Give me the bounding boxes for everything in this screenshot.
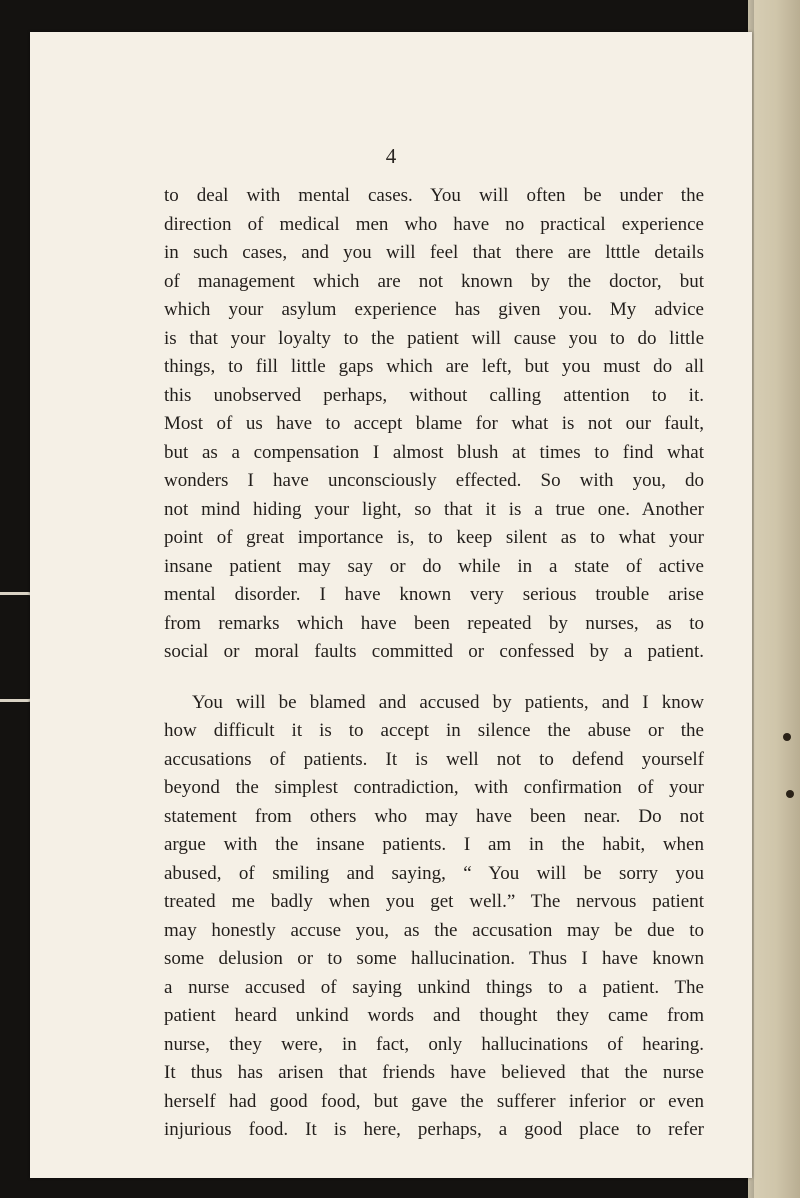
- text-line: which your asylum experience has given you. My advice: [164, 299, 704, 320]
- text-line: how difficult it is to accept in silence the abuse or the: [164, 720, 704, 741]
- text-line: beyond the simplest contradiction, with confirmation of your: [164, 777, 704, 798]
- paragraph-2: [164, 689, 704, 1145]
- text-line: of management which are not known by the doctor, but: [164, 270, 704, 292]
- text-line: social or moral faults committed or confessed by a patient.: [164, 641, 704, 662]
- text-line: things, to fill little gaps which are left, but you must do all: [164, 356, 704, 377]
- text-line: in such cases, and you will feel that there are ltttle details: [164, 242, 704, 263]
- adjacent-page-edge: [748, 0, 800, 1198]
- document-page: [30, 32, 752, 1178]
- text-line: treated me badly when you get well.” The nervous patient: [164, 891, 704, 912]
- text-line: argue with the insane patients. I am in the habit, when: [164, 834, 704, 855]
- text-line: this unobserved perhaps, without calling attention to it.: [164, 384, 704, 406]
- text-line: may honestly accuse you, as the accusation may be due to: [164, 919, 704, 941]
- text-line: from remarks which have been repeated by nurses, as to: [164, 612, 704, 634]
- ink-speck: [786, 790, 794, 798]
- text-line: point of great importance is, to keep silent as to what your: [164, 527, 704, 548]
- text-line: direction of medical men who have no practical experience: [164, 213, 704, 235]
- text-line: It thus has arisen that friends have believed that the nurse: [164, 1062, 704, 1083]
- body-text: [164, 182, 704, 1145]
- text-line: not mind hiding your light, so that it is a true one. Another: [164, 498, 704, 520]
- text-line: insane patient may say or do while in a state of active: [164, 555, 704, 577]
- ink-speck: [783, 733, 791, 741]
- text-line: injurious food. It is here, perhaps, a good place to refer: [164, 1119, 704, 1140]
- text-line: patient heard unkind words and thought they came from: [164, 1005, 704, 1026]
- text-line: to deal with mental cases. You will often be under the: [164, 185, 704, 206]
- page-number: 4: [385, 144, 397, 168]
- text-line: wonders I have unconsciously effected. So with you, do: [164, 470, 704, 491]
- text-line: statement from others who may have been near. Do not: [164, 805, 704, 827]
- paragraph-1: [164, 182, 704, 667]
- text-line: Most of us have to accept blame for what is not our fault,: [164, 413, 704, 434]
- text-line: nurse, they were, in fact, only hallucinations of hearing.: [164, 1033, 704, 1055]
- text-line: abused, of smiling and saying, “ You will be sorry you: [164, 862, 704, 884]
- text-line: a nurse accused of saying unkind things to a patient. The: [164, 976, 704, 998]
- text-line: some delusion or to some hallucination. Thus I have known: [164, 948, 704, 969]
- text-line: mental disorder. I have known very serious trouble arise: [164, 584, 704, 605]
- text-line: herself had good food, but gave the sufferer inferior or even: [164, 1090, 704, 1112]
- text-line: You will be blamed and accused by patients, and I know: [192, 691, 704, 713]
- paragraph-gap: [164, 667, 704, 689]
- text-line: accusations of patients. It is well not to defend yourself: [164, 748, 704, 770]
- text-line: but as a compensation I almost blush at times to find what: [164, 441, 704, 463]
- text-line: is that your loyalty to the patient will cause you to do little: [164, 327, 704, 349]
